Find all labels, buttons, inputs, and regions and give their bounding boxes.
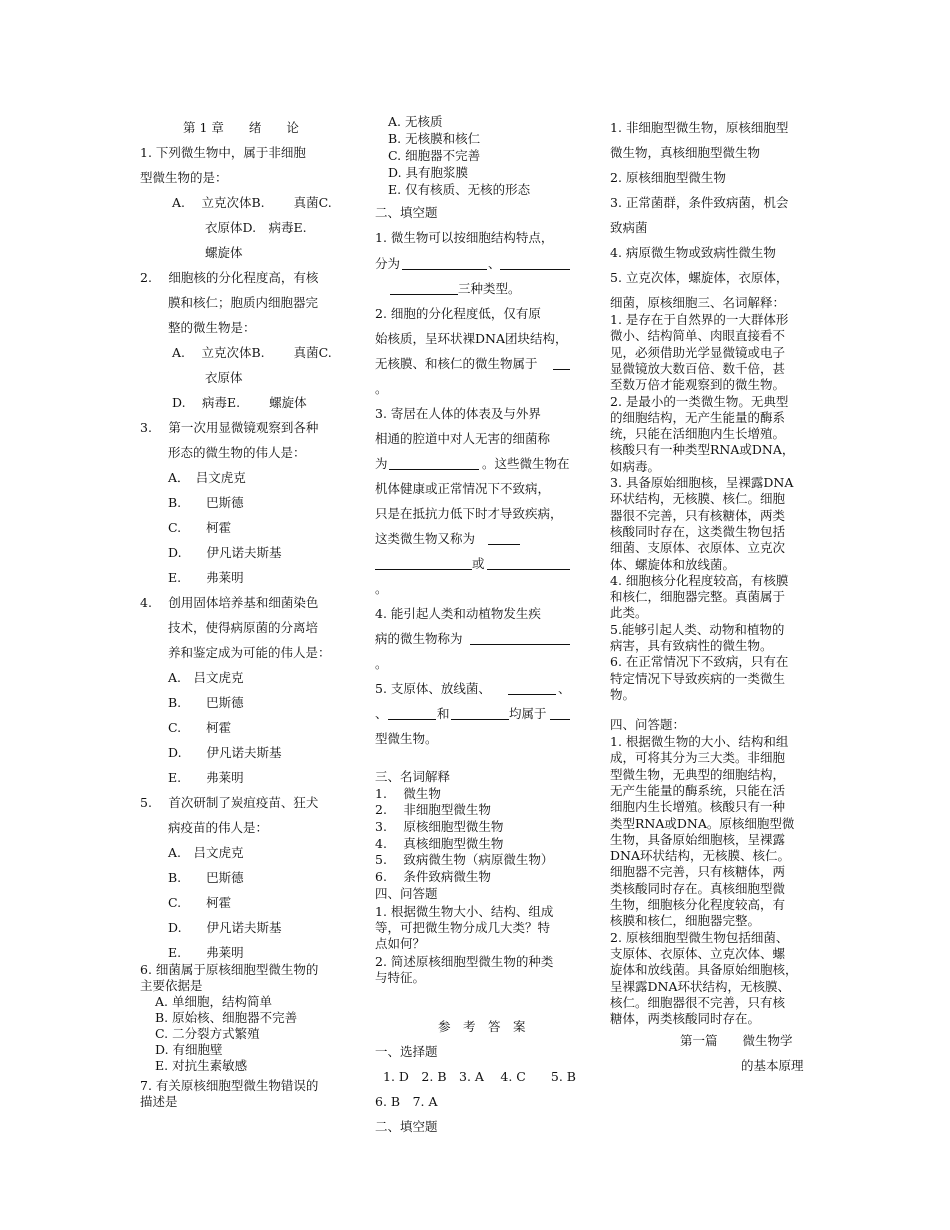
col1-line: D. 伊凡诺夫斯基 (168, 920, 282, 935)
col3-line: 3. 具备原始细胞核，呈裸露DNA (610, 475, 794, 490)
col2-line: 2. 非细胞型微生物 (375, 802, 491, 817)
col3-line: 病害，具有致病性的微生物。 (610, 638, 773, 653)
col2-line: 分为 (375, 256, 401, 271)
col1-line: 5. 首次研制了炭疽疫苗、狂犬 (140, 795, 319, 810)
col3-line: 核酸同时存在，这类微生物包括 (610, 523, 786, 539)
col3-line: 1. 非细胞型微生物，原核细胞型 (610, 120, 789, 135)
col2-line: 。 (375, 656, 388, 671)
col3-line: 4. 细胞核分化程度较高，有核膜 (610, 572, 789, 588)
col1-line: E. 弗莱明 (168, 770, 244, 785)
col1-line: 形态的微生物的伟人是： (168, 445, 306, 460)
col1-line: D. 有细胞壁 (155, 1042, 223, 1057)
col1-line: B. 巴斯德 (168, 870, 244, 885)
col2-line: 参 考 答 案 (438, 1019, 526, 1034)
col1-line: 3. 第一次用显微镜观察到各种 (140, 420, 319, 435)
col3-line: 细胞器不完善，只有核糖体，两 (610, 864, 786, 880)
col3-line: 显微镜放大数百倍、数千倍，甚 (610, 360, 786, 376)
col1-line: A. 立克次体B. 真菌C. (172, 345, 332, 360)
col1-line: 第 1 章 绪 论 (183, 120, 299, 135)
col3-line: 的细胞结构，无产生能量的酶系 (610, 409, 786, 425)
col3-line: 类核酸同时存在。真核细胞型微 (610, 880, 786, 896)
col3-line: 的基本原理 (741, 1058, 804, 1073)
col3-line: 核膜和核仁，细胞器完整。 (610, 913, 761, 929)
col2-line: 4. 能引起人类和动植物发生疾 (375, 606, 541, 621)
col2-line: 6. 条件致病微生物 (375, 869, 491, 884)
col2-line: 病的微生物称为 (375, 631, 463, 646)
col2-line: D. 具有胞浆膜 (388, 165, 469, 180)
col3-line: 5. 立克次体，螺旋体，衣原体， (610, 270, 789, 285)
col2-line: 点如何？ (375, 936, 426, 951)
col1-line: B. 原始核、细胞器不完善 (155, 1010, 298, 1025)
col1-line: E. 弗莱明 (168, 570, 244, 585)
col2-line: 始核质，呈环状裸DNA团块结构， (375, 331, 568, 346)
col1-line: D. 伊凡诺夫斯基 (168, 545, 282, 560)
col1-line: 养和鉴定成为可能的伟人是： (168, 645, 331, 660)
fill-in-blank (470, 632, 570, 645)
col1-line: 型微生物的是： (140, 170, 228, 185)
col3-line: 1. 是存在于自然界的一大群体形 (610, 312, 789, 327)
col1-line: 整的微生物是： (168, 320, 256, 335)
col2-line: 二、填空题 (375, 205, 438, 220)
col1-line: 膜和核仁；胞质内细胞器完 (168, 295, 319, 310)
fill-in-blank (508, 682, 556, 695)
col2-line: 、 (558, 681, 571, 696)
col2-line: 等，可把微生物分成几大类？特 (375, 920, 551, 935)
col3-line: 呈裸露DNA环状结构，无核膜、 (610, 978, 790, 994)
fill-in-blank (389, 457, 479, 470)
col2-line: 、 (375, 706, 388, 721)
col2-line: 一、选择题 (375, 1044, 438, 1059)
col3-line: 生物，具备原始细胞核，呈裸露 (610, 831, 786, 847)
col1-line: 主要依据是 (140, 978, 203, 993)
col3-line: 四、问答题： (610, 717, 686, 732)
col3-line: 4. 病原微生物或致病性微生物 (610, 245, 776, 260)
fill-in-blank (553, 357, 570, 370)
fill-in-blank (487, 557, 570, 570)
col2-line: 1. D 2. B 3. A 4. C 5. B (383, 1069, 576, 1084)
col2-line: 1. 根据微生物大小、结构、组成 (375, 904, 554, 919)
col2-line: 均属于 (509, 706, 547, 721)
col1-line: 衣原体 (205, 370, 243, 385)
col3-line: 至数万倍才能观察到的微生物。 (610, 377, 786, 393)
col3-line: 第一篇 微生物学 (680, 1033, 793, 1048)
col2-line: 5. 支原体、放线菌、 (375, 681, 491, 696)
col1-line: B. 巴斯德 (168, 495, 244, 510)
col3-line: 细菌，原核细胞三、名词解释： (610, 295, 786, 310)
col3-line: 如病毒。 (610, 458, 661, 474)
col2-line: 无核膜、和核仁的微生物属于 (375, 356, 538, 371)
col3-line: 微生物，真核细胞型微生物 (610, 145, 761, 160)
col2-line: 和 (437, 706, 450, 721)
col1-line: A. 立克次体B. 真菌C. (172, 195, 332, 210)
fill-in-blank (390, 282, 458, 295)
col2-line: 四、问答题 (375, 886, 438, 901)
col2-line: 或 (472, 556, 485, 571)
col2-line: 三种类型。 (458, 281, 521, 296)
col2-line: 2. 细胞的分化程度低，仅有原 (375, 306, 541, 321)
col1-line: 描述是 (140, 1094, 178, 1109)
col2-line: 。 (375, 581, 388, 596)
col2-line: 这类微生物又称为 (375, 531, 476, 546)
col3-line: 核酸只有一种类型RNA或DNA， (610, 442, 795, 458)
col1-line: C. 柯霍 (168, 720, 232, 735)
col3-line: 2. 原核细胞型微生物包括细菌、 (610, 929, 789, 945)
col1-line: C. 柯霍 (168, 520, 232, 535)
col3-line: 物。 (610, 686, 636, 702)
col2-line: 机体健康或正常情况下不致病， (375, 481, 551, 496)
col2-line: 3. 寄居在人体的体表及与外界 (375, 406, 541, 421)
col2-line: 4. 真核细胞型微生物 (375, 836, 504, 851)
col1-line: 病疫苗的伟人是： (168, 820, 269, 835)
col3-line: 细胞内生长增殖。核酸只有一种 (610, 799, 786, 815)
col3-line: 2. 原核细胞型微生物 (610, 170, 726, 185)
col1-line: 技术，使得病原菌的分离培 (168, 620, 319, 635)
col2-line: 3. 原核细胞型微生物 (375, 819, 504, 834)
col1-line: A． 吕文虎克 (168, 470, 246, 485)
col2-line: 三、名词解释 (375, 769, 451, 784)
col1-line: 4. 创用固体培养基和细菌染色 (140, 595, 319, 610)
col2-line: 二、填空题 (375, 1119, 438, 1134)
fill-in-blank (375, 557, 472, 570)
col2-line: 为 (375, 456, 388, 471)
col2-line: 、 (488, 256, 501, 271)
col1-line: 1. 下列微生物中，属于非细胞 (140, 145, 306, 160)
col2-line: 。 (375, 381, 388, 396)
col2-line: E. 仅有核质、无核的形态 (388, 182, 531, 197)
col1-line: 衣原体D. 病毒E. (205, 220, 307, 235)
col3-line: 类型RNA或DNA。原核细胞型微 (610, 815, 795, 831)
col1-line: D. 病毒E. 螺旋体 (172, 395, 307, 410)
col2-line: 5. 致病微生物（病原微生物） (375, 852, 554, 867)
col2-line: 1. 微生物 (375, 786, 441, 801)
col2-line: 只是在抵抗力低下时才导致疾病， (375, 506, 563, 521)
col3-line: 统，只能在活细胞内生长增殖。 (610, 426, 786, 442)
col2-line: 相通的腔道中对人无害的细菌称 (375, 431, 551, 446)
col3-line: 环状结构，无核膜、核仁。细胞 (610, 491, 786, 507)
col3-line: 微小、结构简单、肉眼直接看不 (610, 328, 786, 344)
col1-line: 螺旋体 (205, 245, 243, 260)
col2-line: B. 无核膜和核仁 (388, 131, 481, 146)
col3-line: 核仁。细胞器很不完善，只有核 (610, 994, 786, 1010)
col1-line: 6. 细菌属于原核细胞型微生物的 (140, 962, 319, 977)
col3-line: 支原体、衣原体、立克次体、螺 (610, 945, 786, 961)
col3-line: 6. 在正常情况下不致病，只有在 (610, 654, 789, 670)
fill-in-blank (451, 707, 509, 720)
col1-line: A. 吕文虎克 (168, 845, 244, 860)
col2-line: A. 无核质 (388, 114, 443, 129)
col3-line: 旋体和放线菌。具备原始细胞核， (610, 962, 798, 978)
col3-line: 1. 根据微生物的大小、结构和组 (610, 734, 789, 749)
col3-line: 无产生能量的酶系统，只能在活 (610, 782, 786, 798)
col2-line: 型微生物。 (375, 731, 438, 746)
fill-in-blank (500, 257, 570, 270)
col3-line: 和核仁，细胞器完整。真菌属于 (610, 589, 786, 605)
col3-line: 2. 是最小的一类微生物。无典型 (610, 393, 789, 409)
fill-in-blank (550, 707, 570, 720)
col3-line: 生物，细胞核分化程度较高，有 (610, 897, 786, 912)
col1-line: C. 二分裂方式繁殖 (155, 1026, 260, 1041)
fill-in-blank (388, 707, 436, 720)
col2-line: 1. 微生物可以按细胞结构特点， (375, 230, 554, 245)
col2-line: 2. 简述原核细胞型微生物的种类 (375, 954, 554, 969)
col1-line: 7. 有关原核细胞型微生物错误的 (140, 1078, 319, 1093)
col3-line: 5.能够引起人类、动物和植物的 (610, 621, 785, 637)
col3-line: 3. 正常菌群，条件致病菌，机会 (610, 195, 789, 210)
col2-line: 与特征。 (375, 970, 426, 985)
col1-line: E. 弗莱明 (168, 945, 244, 960)
col3-line: 器很不完善，只有核糖体，两类 (610, 507, 786, 523)
col1-line: A. 吕文虎克 (168, 670, 244, 685)
fill-in-blank (488, 532, 520, 545)
col3-line: 特定情况下导致疾病的一类微生 (610, 670, 786, 686)
col2-line: 6. B 7. A (375, 1094, 438, 1109)
col1-line: D. 伊凡诺夫斯基 (168, 745, 282, 760)
col3-line: 致病菌 (610, 220, 648, 235)
col3-line: 细菌、支原体、衣原体、立克次 (610, 540, 786, 556)
fill-in-blank (402, 257, 487, 270)
col1-line: 2. 细胞核的分化程度高，有核 (140, 270, 319, 285)
col1-line: E. 对抗生素敏感 (155, 1058, 248, 1073)
col2-line: 。这些微生物在 (482, 456, 570, 471)
col1-line: C. 柯霍 (168, 895, 232, 910)
col3-line: 体、螺旋体和放线菌。 (610, 556, 736, 572)
col3-line: 此类。 (610, 605, 648, 621)
col1-line: B. 巴斯德 (168, 695, 244, 710)
col3-line: 见，必须借助光学显微镜或电子 (610, 344, 786, 360)
col1-line: A. 单细胞，结构简单 (155, 994, 272, 1009)
col2-line: C. 细胞器不完善 (388, 148, 481, 163)
col3-line: DNA环状结构，无核膜、核仁。 (610, 848, 790, 864)
col3-line: 型微生物，无典型的细胞结构， (610, 766, 786, 782)
col3-line: 成，可将其分为三大类。非细胞 (610, 750, 786, 766)
col3-line: 糖体，两类核酸同时存在。 (610, 1011, 761, 1027)
